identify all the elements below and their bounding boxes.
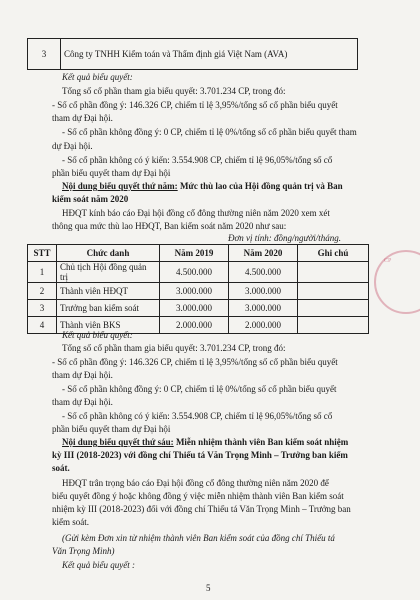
- content-title-cont: soát.: [52, 463, 70, 473]
- paragraph: Tổng số cổ phần tham gia biểu quyết: 3.701.234 CP, trong đó:: [62, 86, 286, 96]
- paragraph: - Số cổ phần đồng ý: 146.326 CP, chiếm tỉ lệ 3,95%/tổng số cổ phần biểu quyết: [52, 357, 338, 367]
- section-heading: Kết quả biểu quyết:: [62, 330, 133, 340]
- table-cell: [298, 300, 369, 317]
- table-cell: [298, 262, 369, 283]
- table-cell: 4.500.000: [229, 262, 298, 283]
- paragraph: tham dự Đại hội.: [52, 370, 113, 380]
- table-cell: 3: [28, 300, 57, 317]
- table-cell: 3.000.000: [229, 283, 298, 300]
- table-cell: Trưởng ban kiểm soát: [57, 300, 160, 317]
- paragraph: thông qua mức thù lao HĐQT, Ban kiểm soát năm 2020 như sau:: [52, 221, 287, 231]
- paragraph: phần biểu quyết tham dự Đại hội: [52, 424, 171, 434]
- paragraph: Tổng số cổ phần tham gia biểu quyết: 3.701.234 CP, trong đó:: [62, 343, 286, 353]
- paragraph: tham dự Đại hội.: [52, 397, 113, 407]
- table-cell: 4: [28, 317, 57, 334]
- table-cell: Công ty TNHH Kiểm toán và Thẩm định giá Việt Nam (AVA): [61, 39, 358, 70]
- content-title-text: Mức thù lao của Hội đồng quản trị và Ban: [177, 181, 343, 191]
- content-title-text: Miễn nhiệm thành viên Ban kiểm soát nhiệm: [173, 437, 349, 447]
- table-cell: [298, 317, 369, 334]
- paragraph: nhiệm kỳ III (2018-2023) đối với đồng chí Thiếu tá Văn Trọng Minh – Trưởng ban: [52, 504, 351, 514]
- paragraph: phần biểu quyết tham dự Đại hội: [52, 168, 171, 178]
- column-header: STT: [28, 245, 57, 262]
- content-title: [62, 437, 348, 448]
- red-stamp-seal: [374, 250, 420, 314]
- paragraph: - Số cổ phần không đồng ý: 0 CP, chiếm tỉ lệ 0%/tổng số cổ phần biểu quyết tham: [62, 127, 357, 137]
- paragraph: HĐQT kính báo cáo Đại hội đồng cổ đông thường niên năm 2020 xem xét: [62, 208, 330, 218]
- table-cell: 1: [28, 262, 57, 283]
- unit-note: Đơn vị tính: đồng/người/tháng.: [228, 233, 342, 243]
- remuneration-table: [27, 244, 369, 334]
- page-number: 5: [206, 583, 211, 593]
- column-header: Ghi chú: [298, 245, 369, 262]
- section-heading: Kết quả biểu quyết :: [62, 560, 135, 570]
- attachment-note: (Gửi kèm Đơn xin từ nhiệm thành viên Ban kiểm soát của đồng chí Thiếu tá: [62, 533, 335, 543]
- table-header-row: [28, 245, 369, 262]
- table-row: [28, 262, 369, 283]
- column-header: Năm 2019: [160, 245, 229, 262]
- paragraph: - Số cổ phần không đồng ý: 0 CP, chiếm tỉ lệ 0%/tổng số cổ phần biểu quyết: [62, 384, 337, 394]
- stamp-text: CP: [384, 258, 392, 264]
- paragraph: biểu quyết đồng ý hoặc không đồng ý việc miễn nhiệm thành viên Ban kiểm soát: [52, 491, 344, 501]
- section-heading: Kết quả biểu quyết:: [62, 72, 133, 82]
- table-cell: 2.000.000: [229, 317, 298, 334]
- table-cell: Chủ tịch Hội đồng quản trị: [57, 262, 160, 283]
- content-label: Nội dung biểu quyết thứ sáu:: [62, 437, 174, 447]
- table-row: [28, 300, 369, 317]
- content-title-cont: kỳ III (2018-2023) với đồng chí Thiếu tá Văn Trọng Minh – Trưởng ban kiểm: [52, 450, 348, 460]
- table-cell: 3: [28, 39, 61, 70]
- table-cell: 3.000.000: [229, 300, 298, 317]
- column-header: Năm 2020: [229, 245, 298, 262]
- table-cell: Thành viên BKS: [57, 317, 160, 334]
- paragraph: - Số cổ phần đồng ý: 146.326 CP, chiếm tỉ lệ 3,95%/tổng số cổ phần biểu quyết: [52, 100, 338, 110]
- content-label: Nội dung biểu quyết thứ năm:: [62, 181, 178, 191]
- table-cell: 3.000.000: [160, 283, 229, 300]
- paragraph: HĐQT trân trọng báo cáo Đại hội đồng cổ đông thường niên năm 2020 để: [62, 478, 329, 488]
- table-cell: 4.500.000: [160, 262, 229, 283]
- paragraph: dự Đại hội.: [52, 141, 93, 151]
- content-title: [62, 181, 343, 192]
- table-cell: 3.000.000: [160, 300, 229, 317]
- attachment-note: Văn Trọng Minh): [52, 546, 115, 556]
- paragraph: kiểm soát.: [52, 517, 89, 527]
- paragraph: - Số cổ phần không có ý kiến: 3.554.908 CP, chiếm tỉ lệ 96,05%/tổng số cổ: [62, 155, 333, 165]
- table-cell: Thành viên HĐQT: [57, 283, 160, 300]
- table-row: [28, 283, 369, 300]
- auditor-table: [27, 38, 358, 70]
- table-cell: [298, 283, 369, 300]
- column-header: Chức danh: [57, 245, 160, 262]
- table-row: [28, 39, 358, 70]
- table-cell: 2: [28, 283, 57, 300]
- paragraph: tham dự Đại hội.: [52, 113, 113, 123]
- paragraph: - Số cổ phần không có ý kiến: 3.554.908 CP, chiếm tỉ lệ 96,05%/tổng số cổ: [62, 411, 333, 421]
- table-cell: 2.000.000: [160, 317, 229, 334]
- content-title-cont: kiểm soát năm 2020: [52, 194, 129, 204]
